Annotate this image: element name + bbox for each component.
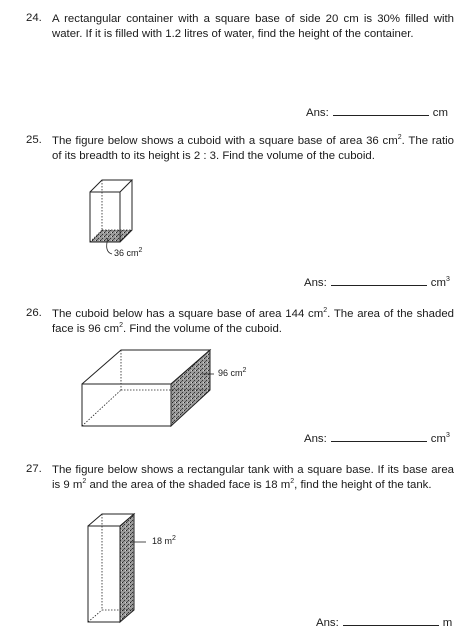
answer-row — [316, 616, 452, 629]
answer-input[interactable] — [343, 616, 439, 626]
answer-label: Ans: — [304, 277, 327, 289]
question-number: 27. — [26, 463, 42, 475]
question-number: 24. — [26, 12, 42, 24]
answer-unit: m — [442, 617, 453, 629]
question-number: 26. — [26, 307, 42, 319]
tank-figure-27 — [82, 506, 162, 628]
cuboid-figure-25 — [80, 172, 160, 260]
figure-label: 36 $cm^2$ — [114, 247, 143, 258]
figure-label: 18 $m^2$ — [152, 535, 176, 546]
answer-label: Ans: — [306, 107, 329, 119]
answer-row — [306, 106, 448, 119]
question-number: 25. — [26, 134, 42, 146]
question-text: The cuboid below has a square base of area 144 $cm^2$. The area of the shaded face is 96 $cm^2$. Find the volume of the cuboid. — [52, 307, 454, 335]
question-text: The figure below shows a cuboid with a square base of area 36 $cm^2$. The ratio of its breadth to its height is 2 : 3. Find the volume of the cuboid. — [52, 134, 455, 162]
answer-unit: cm — [432, 107, 448, 119]
figure-label: 96 $cm^2$ — [218, 367, 247, 378]
answer-input[interactable] — [333, 106, 429, 116]
answer-unit: $cm^3$ — [430, 276, 450, 289]
answer-label: Ans: — [316, 617, 339, 629]
answer-row — [304, 432, 450, 445]
answer-input[interactable] — [331, 432, 427, 442]
answer-row — [304, 276, 450, 289]
cuboid-figure-26 — [76, 342, 216, 434]
answer-input[interactable] — [331, 276, 427, 286]
answer-label: Ans: — [304, 433, 327, 445]
answer-unit: $cm^3$ — [430, 432, 450, 445]
question-text: A rectangular container with a square base of side 20 cm is 30% filled with water. If it is filled with 1.2 litres of water, find the height of the container. — [52, 13, 454, 40]
question-text: The figure below shows a rectangular tank with a square base. If its base area is 9 $m^2$ and the area of the shaded face is 18 $m^2$, find the height of the tank. — [52, 464, 454, 491]
